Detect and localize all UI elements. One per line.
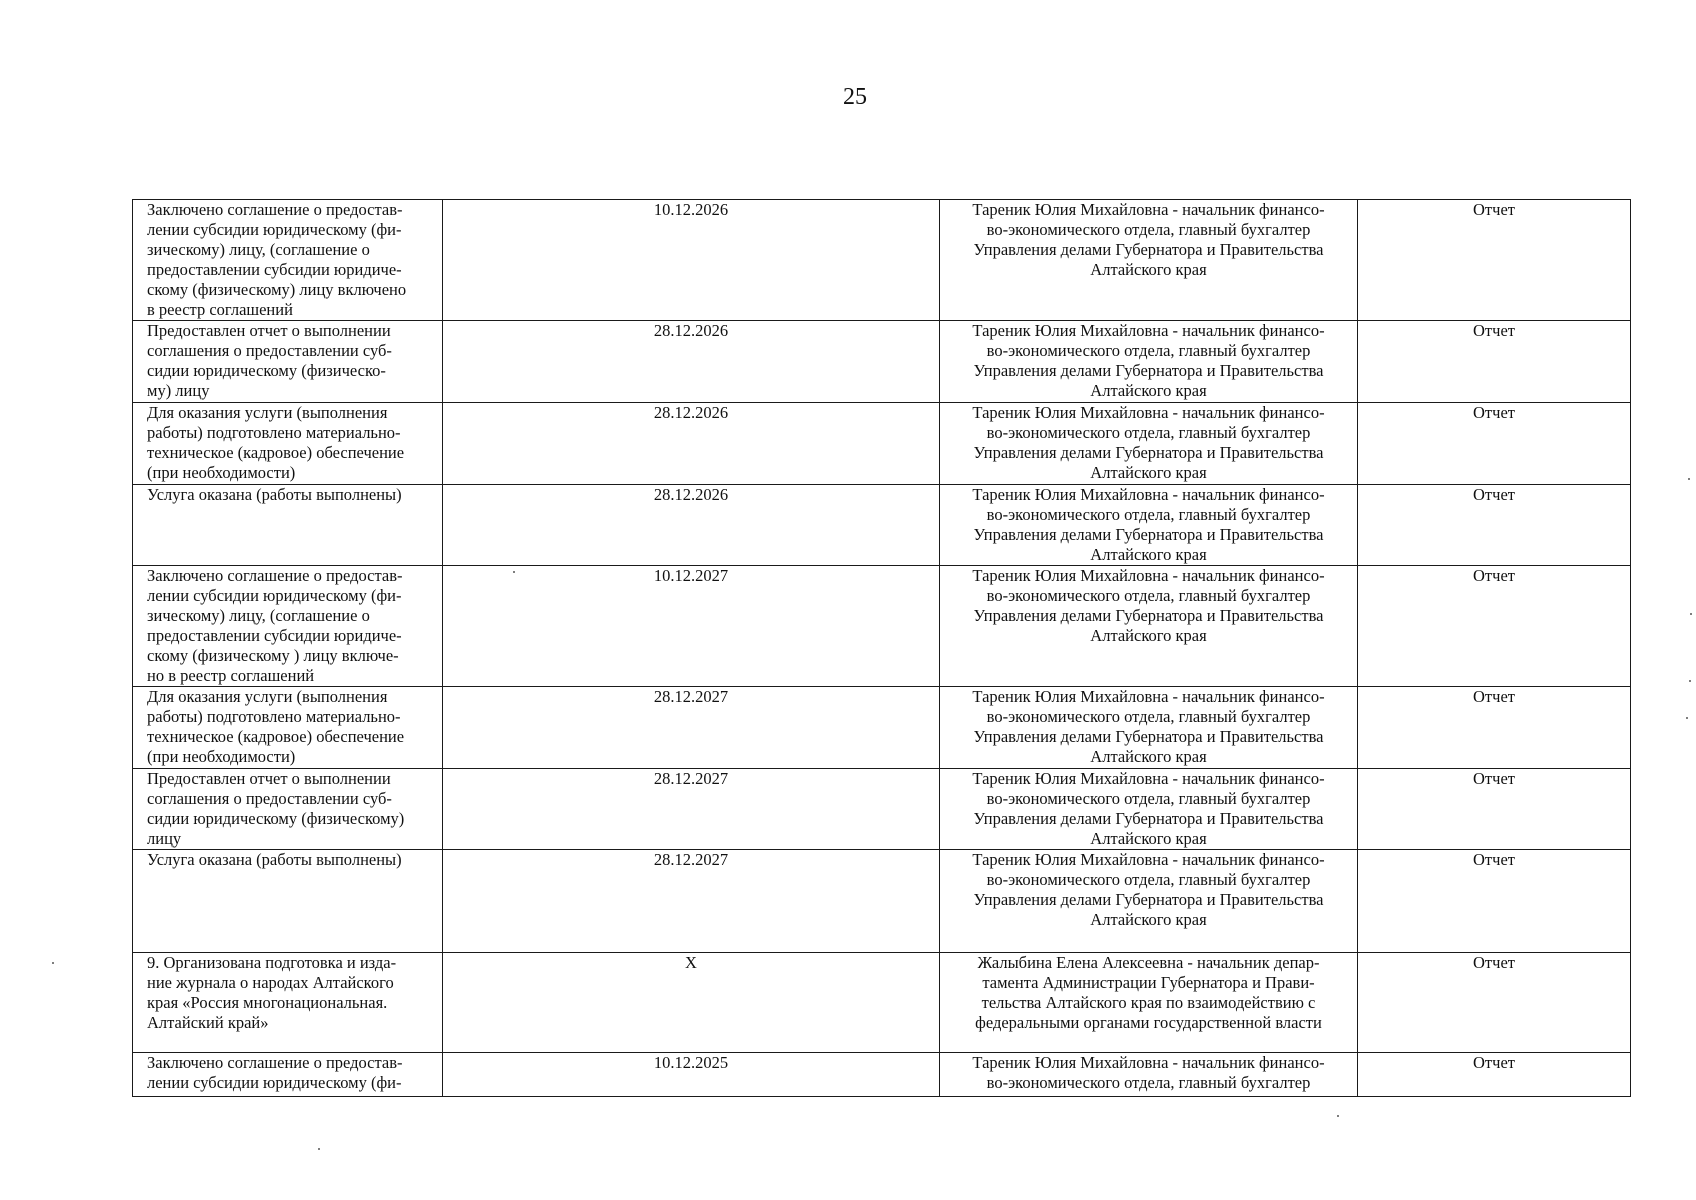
table-row — [133, 321, 1631, 403]
responsible-cell: Тареник Юлия Михайловна - начальник финансо- во-экономического отдела, главный бухгалтер Управления делами Губернатора и Правительства Алтайского края — [940, 485, 1358, 566]
schedule-table — [132, 199, 1631, 1097]
table-row — [133, 953, 1631, 1053]
document-cell: Отчет — [1358, 566, 1631, 687]
date-cell: 28.12.2026 — [443, 403, 940, 485]
page-number: 25 — [843, 84, 867, 110]
responsible-cell: Жалыбина Елена Алексеевна - начальник депар- тамента Администрации Губернатора и Прави- тельства Алтайского края по взаимодействию с федеральными органами государственной власти — [940, 953, 1358, 1053]
document-cell: Отчет — [1358, 1053, 1631, 1097]
scan-speck — [52, 962, 54, 964]
scan-speck — [1686, 717, 1688, 719]
scan-speck — [318, 1148, 320, 1150]
date-cell: 10.12.2027 — [443, 566, 940, 687]
event-cell: Заключено соглашение о предостав- лении субсидии юридическому (фи- — [133, 1053, 443, 1097]
scan-speck — [1689, 680, 1691, 682]
table-row — [133, 769, 1631, 850]
date-cell: 10.12.2025 — [443, 1053, 940, 1097]
document-cell: Отчет — [1358, 850, 1631, 953]
event-cell: Заключено соглашение о предостав- лении субсидии юридическому (фи- зическому) лицу, (соглашение о предоставлении субсидии юридиче- скому (физическому) лицу включено в реестр соглашений — [133, 200, 443, 321]
scan-speck — [1688, 478, 1690, 480]
date-cell: 28.12.2027 — [443, 769, 940, 850]
table-row — [133, 566, 1631, 687]
event-cell: Заключено соглашение о предостав- лении субсидии юридическому (фи- зическому) лицу, (соглашение о предоставлении субсидии юридиче- скому (физическому ) лицу включе- но в реестр соглашений — [133, 566, 443, 687]
event-cell: Предоставлен отчет о выполнении соглашения о предоставлении суб- сидии юридическому (физическо- му) лицу — [133, 321, 443, 403]
scan-speck — [513, 571, 515, 573]
table-row — [133, 200, 1631, 321]
responsible-cell: Тареник Юлия Михайловна - начальник финансо- во-экономического отдела, главный бухгалтер Управления делами Губернатора и Правительства Алтайского края — [940, 403, 1358, 485]
scan-speck — [1337, 1115, 1339, 1117]
table-row — [133, 687, 1631, 769]
date-cell: X — [443, 953, 940, 1053]
event-cell: Услуга оказана (работы выполнены) — [133, 850, 443, 953]
responsible-cell: Тареник Юлия Михайловна - начальник финансо- во-экономического отдела, главный бухгалтер Управления делами Губернатора и Правительства Алтайского края — [940, 566, 1358, 687]
responsible-cell: Тареник Юлия Михайловна - начальник финансо- во-экономического отдела, главный бухгалтер Управления делами Губернатора и Правительства Алтайского края — [940, 687, 1358, 769]
event-cell: Для оказания услуги (выполнения работы) подготовлено материально- техническое (кадровое) обеспечение (при необходимости) — [133, 687, 443, 769]
event-cell: 9. Организована подготовка и изда- ние журнала о народах Алтайского края «Россия многонациональная. Алтайский край» — [133, 953, 443, 1053]
responsible-cell: Тареник Юлия Михайловна - начальник финансо- во-экономического отдела, главный бухгалтер Управления делами Губернатора и Правительства Алтайского края — [940, 850, 1358, 953]
date-cell: 28.12.2026 — [443, 485, 940, 566]
date-cell: 10.12.2026 — [443, 200, 940, 321]
event-cell: Услуга оказана (работы выполнены) — [133, 485, 443, 566]
document-cell: Отчет — [1358, 200, 1631, 321]
document-cell: Отчет — [1358, 687, 1631, 769]
table-row — [133, 850, 1631, 953]
event-cell: Для оказания услуги (выполнения работы) подготовлено материально- техническое (кадровое) обеспечение (при необходимости) — [133, 403, 443, 485]
event-cell: Предоставлен отчет о выполнении соглашения о предоставлении суб- сидии юридическому (физическому) лицу — [133, 769, 443, 850]
document-cell: Отчет — [1358, 485, 1631, 566]
date-cell: 28.12.2026 — [443, 321, 940, 403]
responsible-cell: Тареник Юлия Михайловна - начальник финансо- во-экономического отдела, главный бухгалтер Управления делами Губернатора и Правительства Алтайского края — [940, 200, 1358, 321]
responsible-cell: Тареник Юлия Михайловна - начальник финансо- во-экономического отдела, главный бухгалтер — [940, 1053, 1358, 1097]
table-row — [133, 485, 1631, 566]
table-row — [133, 403, 1631, 485]
document-cell: Отчет — [1358, 403, 1631, 485]
document-cell: Отчет — [1358, 321, 1631, 403]
document-cell: Отчет — [1358, 953, 1631, 1053]
responsible-cell: Тареник Юлия Михайловна - начальник финансо- во-экономического отдела, главный бухгалтер Управления делами Губернатора и Правительства Алтайского края — [940, 769, 1358, 850]
date-cell: 28.12.2027 — [443, 850, 940, 953]
date-cell: 28.12.2027 — [443, 687, 940, 769]
scan-speck — [1690, 613, 1692, 615]
document-cell: Отчет — [1358, 769, 1631, 850]
responsible-cell: Тареник Юлия Михайловна - начальник финансо- во-экономического отдела, главный бухгалтер Управления делами Губернатора и Правительства Алтайского края — [940, 321, 1358, 403]
table-row — [133, 1053, 1631, 1097]
